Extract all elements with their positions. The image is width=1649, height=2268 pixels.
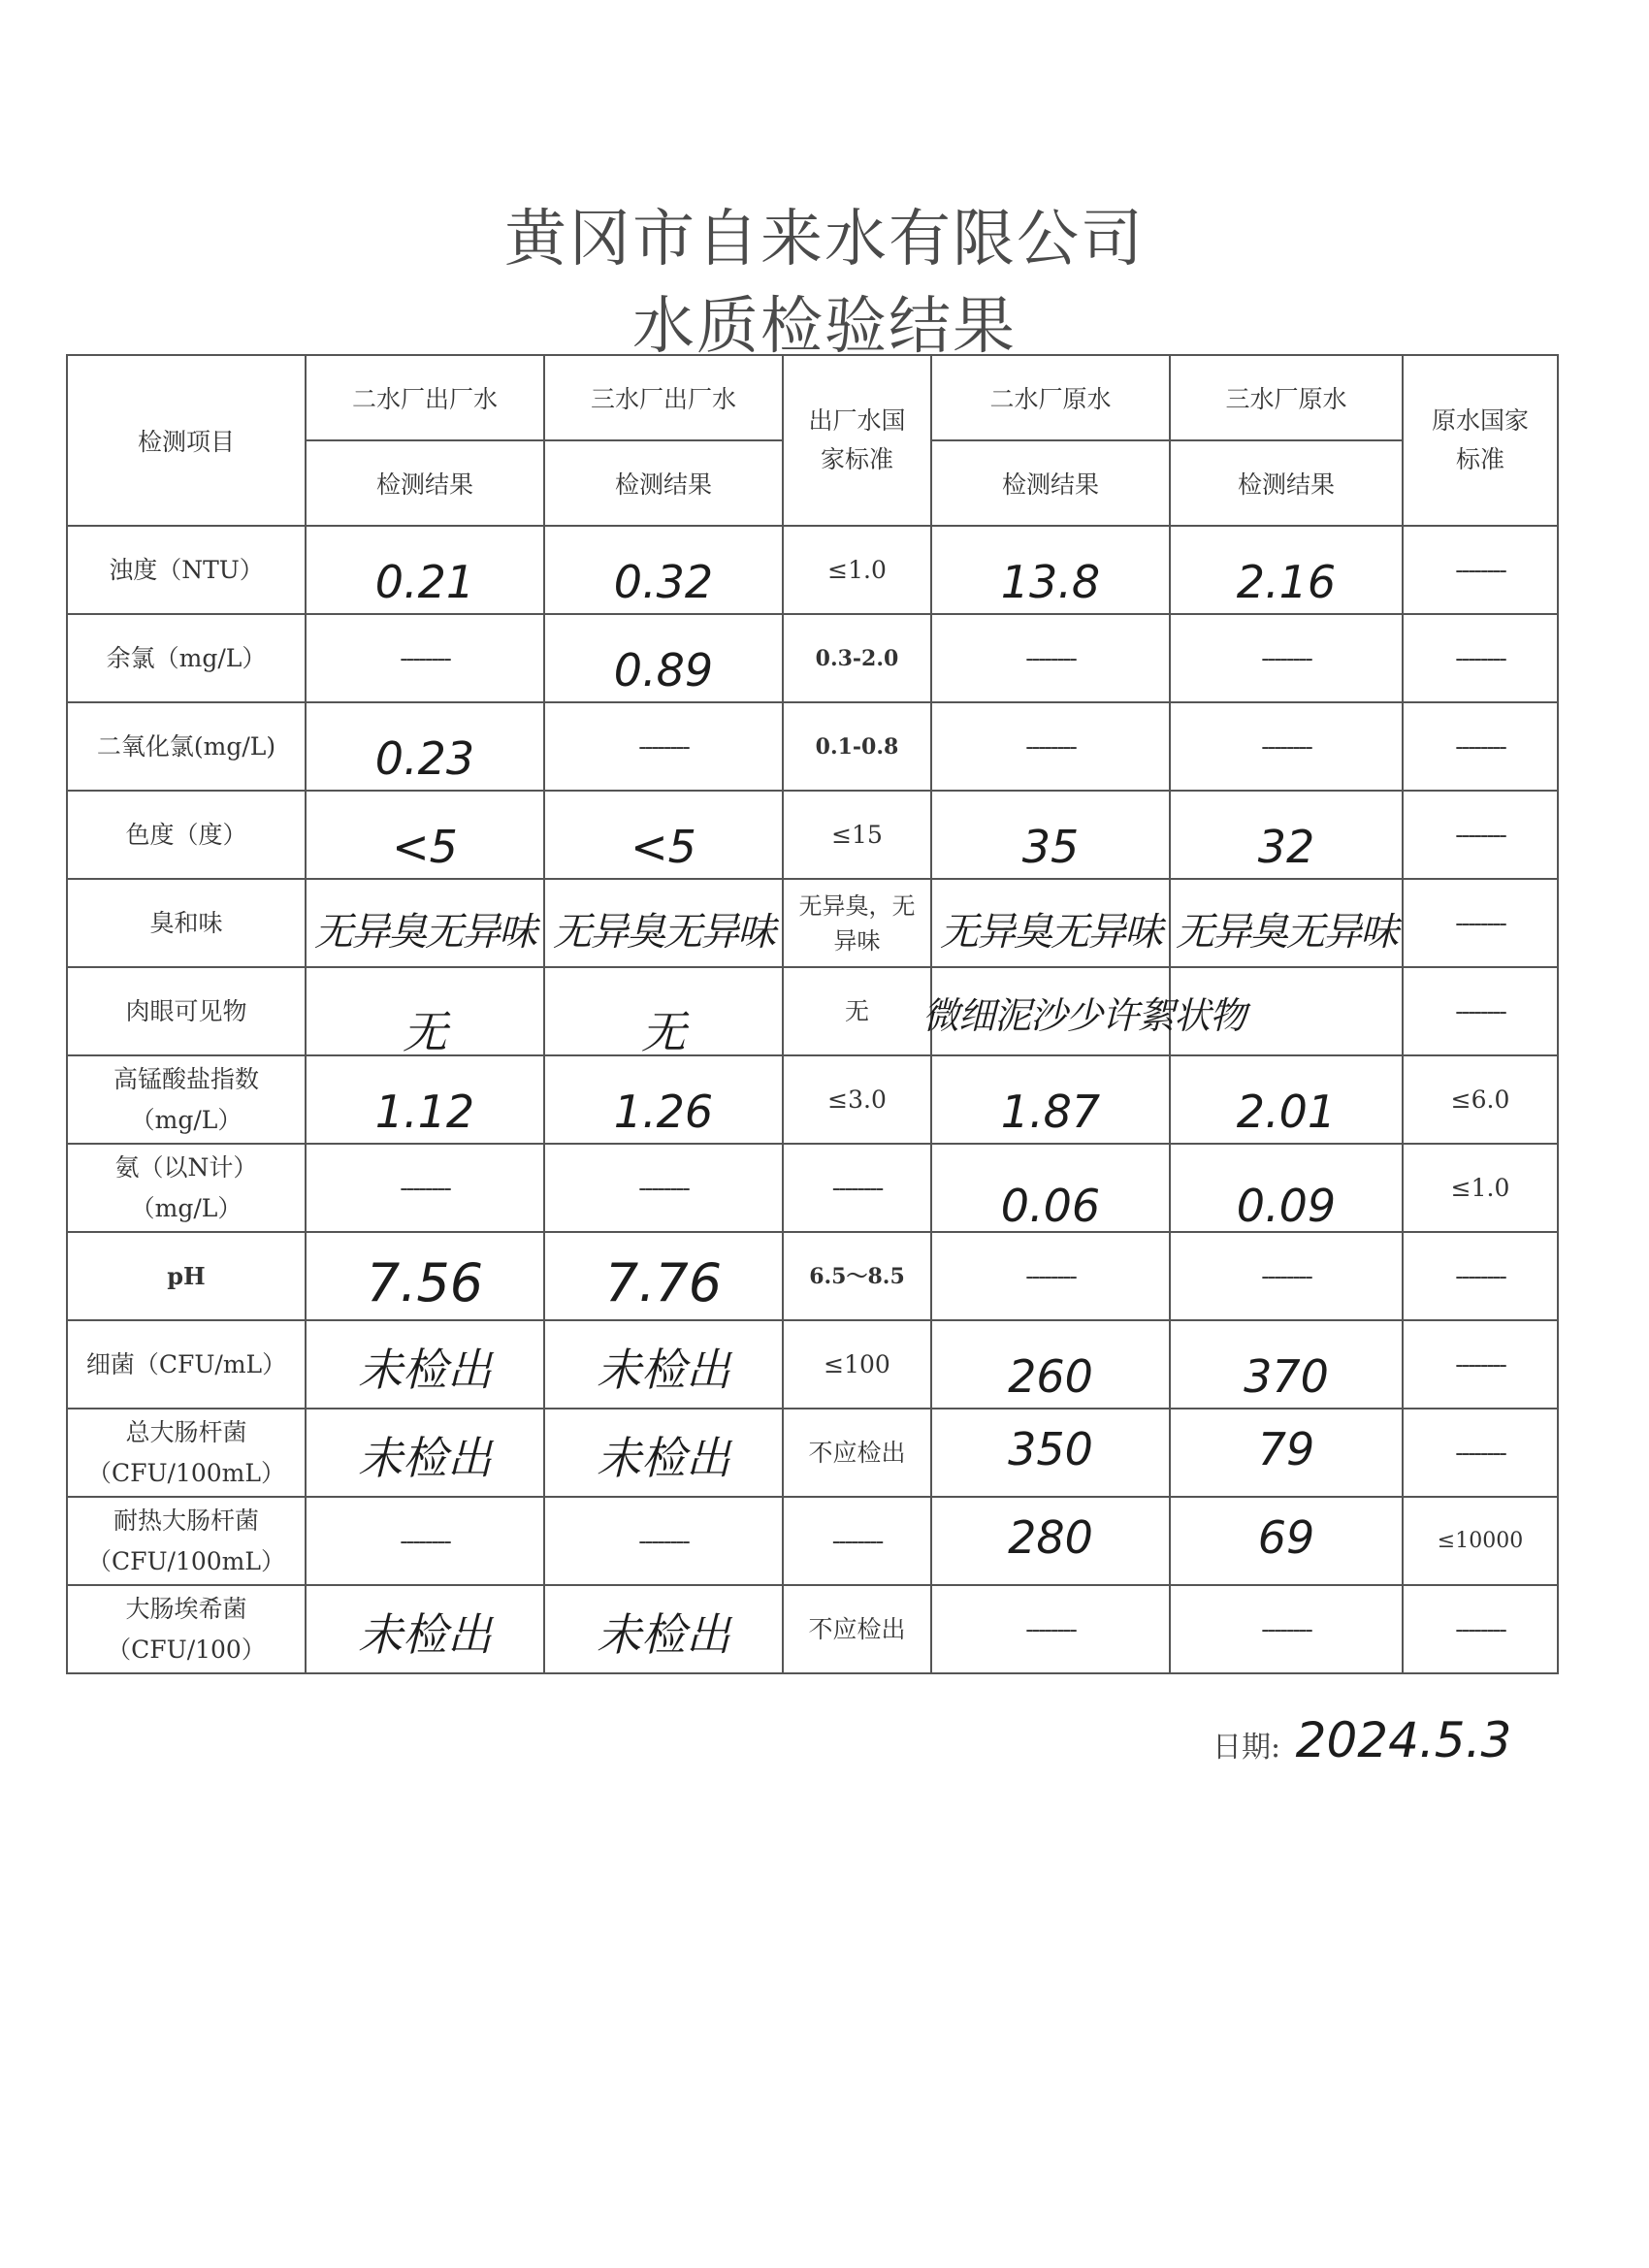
standard-cell: 0.1-0.8 (783, 702, 931, 791)
result-cell: 无 (544, 967, 783, 1055)
standard-cell: -------- (783, 1497, 931, 1585)
item-label: 二氧化氯(mg/L) (67, 702, 306, 791)
table-row (67, 702, 1558, 791)
table-row (67, 1232, 1558, 1320)
result-cell: 0.09 (1170, 1144, 1403, 1232)
table-row (67, 1585, 1558, 1673)
standard-cell: 无 (783, 967, 931, 1055)
result-cell: -------- (306, 1497, 544, 1585)
standard-cell: -------- (1403, 614, 1558, 702)
table-row (67, 526, 1558, 614)
result-cell: -------- (544, 1497, 783, 1585)
result-cell: 无异臭无异味 (1170, 879, 1403, 967)
standard-cell: -------- (1403, 526, 1558, 614)
item-label: 细菌（CFU/mL） (67, 1320, 306, 1409)
result-cell: -------- (931, 1585, 1170, 1673)
result-cell: 未检出 (544, 1320, 783, 1409)
standard-cell: ≤100 (783, 1320, 931, 1409)
result-cell: 35 (931, 791, 1170, 879)
item-label: 大肠埃希菌（CFU/100） (67, 1585, 306, 1673)
result-cell: 0.23 (306, 702, 544, 791)
result-cell: <5 (544, 791, 783, 879)
report-title: 水质检验结果 (632, 291, 1017, 363)
result-cell: 未检出 (306, 1320, 544, 1409)
result-cell: 79 (1170, 1409, 1403, 1497)
table-row (67, 1055, 1558, 1144)
result-cell (1170, 967, 1403, 1055)
result-cell: 未检出 (306, 1409, 544, 1497)
standard-cell: -------- (1403, 1232, 1558, 1320)
result-cell: 13.8 (931, 526, 1170, 614)
header-plant2-raw: 二水厂原水 (931, 355, 1170, 440)
result-cell: 69 (1170, 1497, 1403, 1585)
result-cell: <5 (306, 791, 544, 879)
date-block (1212, 1712, 1511, 1768)
item-label: 肉眼可见物 (67, 967, 306, 1055)
result-cell: 32 (1170, 791, 1403, 879)
table-row (67, 879, 1558, 967)
company-title: 黄冈市自来水有限公司 (504, 204, 1145, 275)
result-cell: -------- (544, 702, 783, 791)
table-row (67, 1320, 1558, 1409)
table-row (67, 1144, 1558, 1232)
result-cell: 0.32 (544, 526, 783, 614)
header-result-2: 检测结果 (544, 440, 783, 526)
header-result-4: 检测结果 (1170, 440, 1403, 526)
result-cell: 350 (931, 1409, 1170, 1497)
result-cell: 无异臭无异味 (544, 879, 783, 967)
result-cell: 260 (931, 1320, 1170, 1409)
item-label: 余氯（mg/L） (67, 614, 306, 702)
standard-cell: -------- (1403, 1585, 1558, 1673)
standard-cell: ≤1.0 (1403, 1144, 1558, 1232)
standard-cell: 0.3-2.0 (783, 614, 931, 702)
result-cell: 无异臭无异味 (306, 879, 544, 967)
item-label: 耐热大肠杆菌（CFU/100mL） (67, 1497, 306, 1585)
result-cell: 1.87 (931, 1055, 1170, 1144)
result-cell: 1.12 (306, 1055, 544, 1144)
date-label: 日期: (1212, 1731, 1281, 1765)
result-cell: 7.56 (306, 1232, 544, 1320)
header-plant3-raw: 三水厂原水 (1170, 355, 1403, 440)
standard-cell: ≤15 (783, 791, 931, 879)
date-value: 2024.5.3 (1295, 1712, 1512, 1768)
result-cell: 7.76 (544, 1232, 783, 1320)
standard-cell: ≤6.0 (1403, 1055, 1558, 1144)
item-label: 臭和味 (67, 879, 306, 967)
result-cell: -------- (1170, 1232, 1403, 1320)
table-row (67, 791, 1558, 879)
result-cell: 0.21 (306, 526, 544, 614)
item-label: 总大肠杆菌（CFU/100mL） (67, 1409, 306, 1497)
result-cell: 无异臭无异味 (931, 879, 1170, 967)
table-row (67, 1497, 1558, 1585)
header-result-1: 检测结果 (306, 440, 544, 526)
result-cell: 2.01 (1170, 1055, 1403, 1144)
item-label: 浊度（NTU） (67, 526, 306, 614)
standard-cell: -------- (1403, 702, 1558, 791)
result-cell: 0.89 (544, 614, 783, 702)
result-cell: 未检出 (544, 1585, 783, 1673)
result-cell: 0.06 (931, 1144, 1170, 1232)
result-cell: 无 (306, 967, 544, 1055)
item-label: pH (67, 1232, 306, 1320)
water-quality-table (66, 354, 1559, 1674)
result-cell: -------- (306, 1144, 544, 1232)
standard-cell: -------- (1403, 791, 1558, 879)
result-cell: 微细泥沙少许絮状物 (931, 967, 1170, 1055)
header-raw-standard: 原水国家标准 (1403, 355, 1558, 526)
result-cell: 未检出 (544, 1409, 783, 1497)
standard-cell: 6.5～8.5 (783, 1232, 931, 1320)
standard-cell: ≤10000 (1403, 1497, 1558, 1585)
table-row (67, 1409, 1558, 1497)
header-effluent-standard: 出厂水国家标准 (783, 355, 931, 526)
result-cell: 2.16 (1170, 526, 1403, 614)
standard-cell: ≤1.0 (783, 526, 931, 614)
result-cell: 370 (1170, 1320, 1403, 1409)
item-label: 高锰酸盐指数（mg/L） (67, 1055, 306, 1144)
standard-cell: 不应检出 (783, 1409, 931, 1497)
header-plant3-effluent: 三水厂出厂水 (544, 355, 783, 440)
standard-cell: ≤3.0 (783, 1055, 931, 1144)
result-cell: -------- (544, 1144, 783, 1232)
result-cell: -------- (931, 702, 1170, 791)
result-cell: -------- (931, 1232, 1170, 1320)
header-plant2-effluent: 二水厂出厂水 (306, 355, 544, 440)
standard-cell: -------- (1403, 879, 1558, 967)
item-label: 色度（度） (67, 791, 306, 879)
result-cell: -------- (1170, 702, 1403, 791)
item-label: 氨（以N计）（mg/L） (67, 1144, 306, 1232)
result-cell: -------- (1170, 1585, 1403, 1673)
standard-cell: 无异臭，无异味 (783, 879, 931, 967)
result-cell: 280 (931, 1497, 1170, 1585)
table-row (67, 614, 1558, 702)
result-cell: -------- (306, 614, 544, 702)
header-result-3: 检测结果 (931, 440, 1170, 526)
standard-cell: -------- (783, 1144, 931, 1232)
result-cell: 未检出 (306, 1585, 544, 1673)
standard-cell: -------- (1403, 1320, 1558, 1409)
table-row (67, 967, 1558, 1055)
standard-cell: 不应检出 (783, 1585, 931, 1673)
standard-cell: -------- (1403, 1409, 1558, 1497)
header-item: 检测项目 (67, 355, 306, 526)
standard-cell: -------- (1403, 967, 1558, 1055)
result-cell: -------- (931, 614, 1170, 702)
result-cell: 1.26 (544, 1055, 783, 1144)
result-cell: -------- (1170, 614, 1403, 702)
